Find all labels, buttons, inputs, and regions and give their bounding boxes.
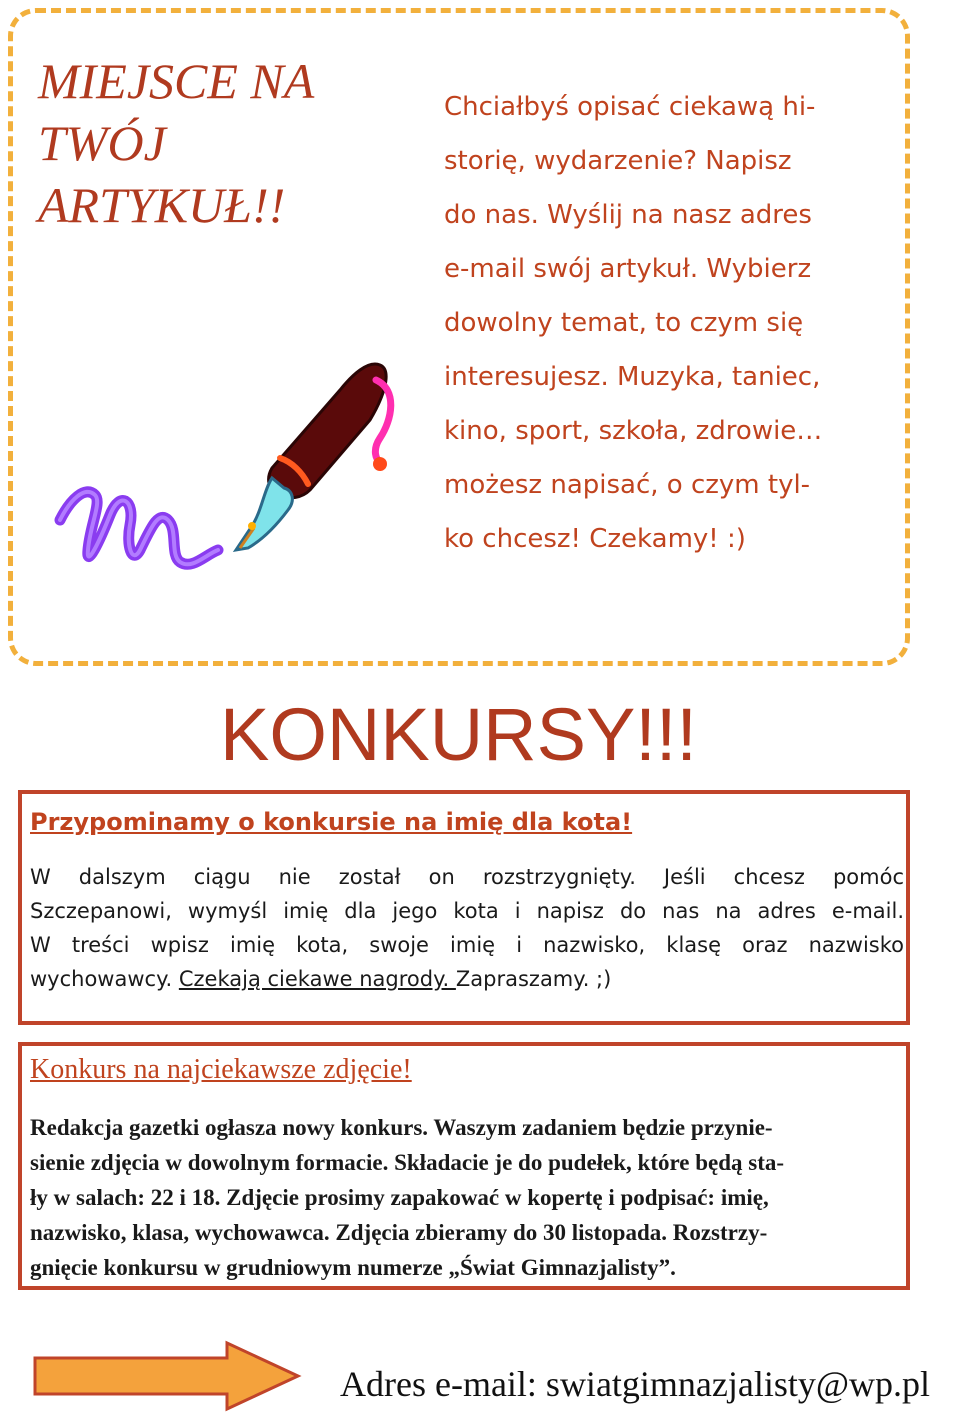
photo-contest-title: Konkurs na najciekawsze zdjęcie! xyxy=(30,1054,412,1085)
text-line: Redakcja gazetki ogłasza nowy konkurs. Waszym zadaniem będzie przynie- xyxy=(30,1115,773,1140)
arrow-right-icon xyxy=(32,1340,302,1412)
text-line: interesujesz. Muzyka, taniec, xyxy=(444,362,821,392)
article-invite-title xyxy=(38,50,368,236)
photo-contest-text xyxy=(30,1110,902,1285)
cat-contest-title: Przypominamy o konkursie na imię dla kota! xyxy=(30,808,633,836)
text-line: nazwisko, klasa, wychowawca. Zdjęcia zbieramy do 30 listopada. Rozstrzy- xyxy=(30,1220,768,1245)
cat-contest-box xyxy=(18,790,910,1025)
text-line xyxy=(30,962,904,996)
text-line: ko chcesz! Czekamy! :) xyxy=(444,524,746,554)
text-line: do nas. Wyślij na nasz adres xyxy=(444,200,812,230)
text-line: możesz napisać, o czym tyl- xyxy=(444,470,811,500)
text-line: ły w salach: 22 i 18. Zdjęcie prosimy zapakować w kopertę i podpisać: imię, xyxy=(30,1185,769,1210)
contests-heading: KONKURSY!!! xyxy=(220,693,697,776)
title-line: TWÓJ xyxy=(38,115,166,171)
prizes-note: Czekają ciekawe nagrody. xyxy=(178,967,456,991)
email-address: Adres e-mail: swiatgimnazjalisty@wp.pl xyxy=(340,1364,931,1404)
text-line: gnięcie konkursu w grudniowym numerze „Świat Gimnazjalisty”. xyxy=(30,1255,676,1280)
cat-contest-text xyxy=(30,860,904,996)
photo-contest-box xyxy=(18,1042,910,1290)
fountain-pen-icon xyxy=(40,350,410,600)
text-line: W dalszym ciągu nie został on rozstrzygnięty. Jeśli chcesz pomóc xyxy=(30,865,904,889)
text-segment: wychowawcy. xyxy=(30,967,179,991)
text-line: kino, sport, szkoła, zdrowie… xyxy=(444,416,823,446)
text-line: Szczepanowi, wymyśl imię dla jego kota i napisz do nas na adres e-mail. xyxy=(30,899,904,923)
text-line: storię, wydarzenie? Napisz xyxy=(444,146,792,176)
text-line: Chciałbyś opisać ciekawą hi- xyxy=(444,92,816,122)
article-invite-text xyxy=(444,80,874,566)
text-segment: Zapraszamy. ;) xyxy=(455,967,612,991)
text-line: sienie zdjęcia w dowolnym formacie. Składacie je do pudełek, które będą sta- xyxy=(30,1150,785,1175)
text-line: W treści wpisz imię kota, swoje imię i nazwisko, klasę oraz nazwisko xyxy=(30,933,904,957)
text-line: e-mail swój artykuł. Wybierz xyxy=(444,254,812,284)
title-line: ARTYKUŁ!! xyxy=(38,177,286,233)
title-line: MIEJSCE NA xyxy=(38,53,315,109)
text-line: dowolny temat, to czym się xyxy=(444,308,804,338)
